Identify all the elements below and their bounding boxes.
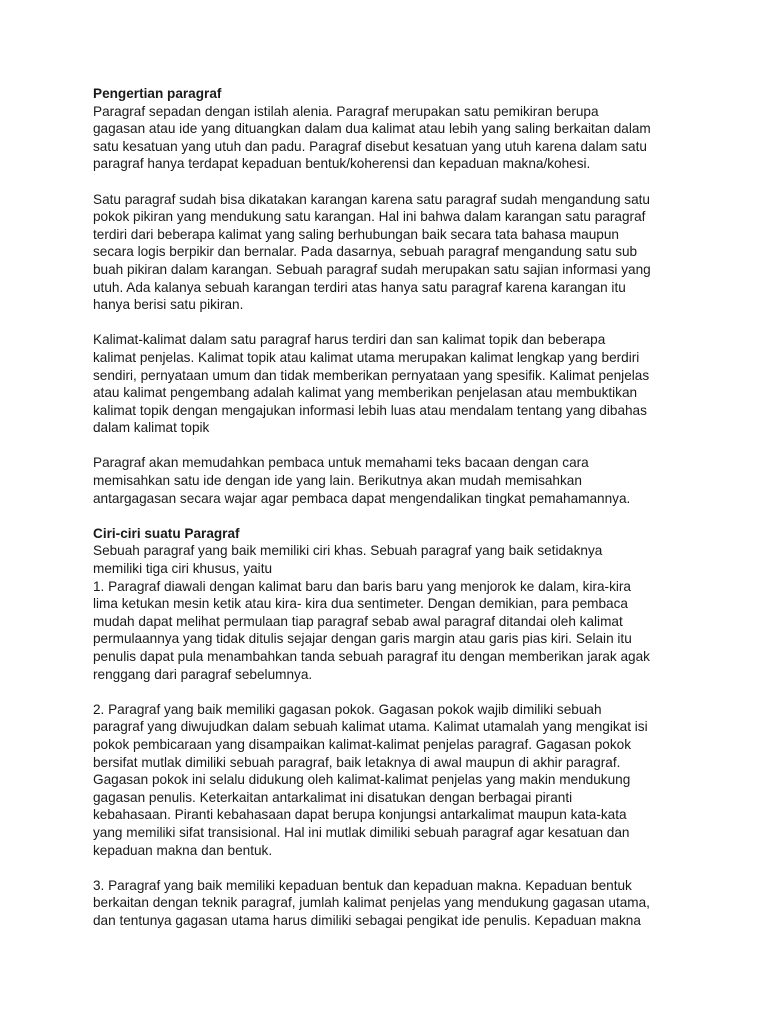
text-line: atau kalimat pengembang adalah kalimat yang memberikan penjelasan atau membuktikan (93, 385, 638, 401)
text-line: terdiri dari beberapa kalimat yang saling berhubungan baik secara tata bahasa maupun (93, 226, 619, 242)
text-line: renggang dari paragraf sebelumnya. (93, 666, 313, 682)
paragraph (93, 701, 688, 859)
text-line: permulaannya yang tidak ditulis sejajar dengan garis margin atau garis pias kiri. Selain itu (93, 631, 632, 647)
text-line: pokok pikiran yang mendukung satu karangan. Hal ini bahwa dalam karangan satu paragraf (93, 209, 646, 225)
text-line: 3. Paragraf yang baik memiliki kepaduan bentuk dan kepaduan makna. Kepaduan bentuk (93, 877, 632, 893)
text-line: Gagasan pokok ini selalu didukung oleh kalimat-kalimat penjelas yang makin mendukung (93, 772, 631, 788)
paragraph (93, 454, 688, 507)
text-line: kebahasaan. Piranti kebahasaan dapat berupa konjungsi antarkalimat maupun kata-kata (93, 807, 627, 823)
text-line: yang memiliki sifat transisional. Hal ini mutlak dimiliki sebuah paragraf agar kesatuan dan (93, 824, 630, 840)
text-line: buah pikiran dalam karangan. Sebuah paragraf sudah merupakan satu sajian informasi yang (93, 261, 651, 277)
text-line: 1. Paragraf diawali dengan kalimat baru dan baris baru yang menjorok ke dalam, kira-kira (93, 578, 631, 594)
text-line: kalimat topik dengan mengajukan informasi lebih luas atau mendalam tentang yang dibahas (93, 402, 647, 418)
paragraph (93, 191, 688, 314)
text-line: lima ketukan mesin ketik atau kira- kira dua sentimeter. Dengan demikian, para pembaca (93, 596, 628, 612)
text-line: Paragraf akan memudahkan pembaca untuk memahami teks bacaan dengan cara (93, 455, 589, 471)
document-page (93, 85, 688, 930)
text-line: utuh. Ada kalanya sebuah karangan terdiri atas hanya satu paragraf karena karangan itu (93, 279, 626, 295)
text-line: berkaitan dengan teknik paragraf, jumlah kalimat penjelas yang mendukung gagasan utama, (93, 895, 650, 911)
text-line: sendiri, pernyataan umum dan tidak memberikan pernyataan yang spesifik. Kalimat penjelas (93, 367, 650, 383)
text-line: gagasan penulis. Keterkaitan antarkalimat ini disatukan dengan berbagai piranti (93, 789, 573, 805)
paragraph (93, 103, 688, 173)
text-line: hanya berisi satu pikiran. (93, 297, 244, 313)
text-line: dalam kalimat topik (93, 420, 210, 436)
text-line: Satu paragraf sudah bisa dikatakan karangan karena satu paragraf sudah mengandung satu (93, 191, 650, 207)
text-line: kalimat penjelas. Kalimat topik atau kalimat utama merupakan kalimat lengkap yang berdiri (93, 349, 640, 365)
text-line: bersifat mutlak dimiliki sebuah paragraf, baik letaknya di awal maupun di akhir paragraf. (93, 754, 621, 770)
text-line: paragraf hanya terdapat kepaduan bentuk/koherensi dan kepaduan makna/kohesi. (93, 156, 591, 172)
paragraph (93, 877, 688, 930)
text-line: mudah dapat melihat permulaan tiap paragraf sebab awal paragraf ditandai oleh kalimat (93, 613, 623, 629)
text-line: gagasan atau ide yang dituangkan dalam dua kalimat atau lebih yang saling berkaitan dalam (93, 121, 651, 137)
text-line: memiliki tiga ciri khusus, yaitu (93, 561, 273, 577)
paragraph (93, 331, 688, 437)
text-line: pokok pembicaraan yang disampaikan kalimat-kalimat penjelas paragraf. Gagasan pokok (93, 736, 632, 752)
text-line: dan tentunya gagasan utama harus dimiliki sebagai pengikat ide penulis. Kepaduan makna (93, 912, 641, 928)
text-line: Kalimat-kalimat dalam satu paragraf harus terdiri dan san kalimat topik dan beberapa (93, 332, 606, 348)
text-line: secara logis berpikir dan bernalar. Pada dasarnya, sebuah paragraf mengandung satu sub (93, 244, 638, 260)
text-line: kepaduan makna dan bentuk. (93, 842, 273, 858)
text-line: penulis dapat pula menambahkan tanda sebuah paragraf itu dengan memberikan jarak agak (93, 649, 650, 664)
section-heading: Pengertian paragraf (93, 86, 222, 101)
text-line: paragraf yang diwujudkan dalam sebuah kalimat utama. Kalimat utamalah yang mengikat isi (93, 719, 648, 735)
text-line: satu kesatuan yang utuh dan padu. Paragraf disebut kesatuan yang utuh karena dalam satu (93, 138, 647, 154)
text-line: 2. Paragraf yang baik memiliki gagasan pokok. Gagasan pokok wajib dimiliki sebuah (93, 701, 602, 717)
text-line: Sebuah paragraf yang baik memiliki ciri khas. Sebuah paragraf yang baik setidaknya (93, 543, 603, 559)
text-line: memisahkan satu ide dengan ide yang lain. Berikutnya akan mudah memisahkan (93, 473, 582, 489)
paragraph (93, 542, 688, 683)
text-line: antargagasan secara wajar agar pembaca dapat mengendalikan tingkat pemahamannya. (93, 490, 631, 506)
text-line: Paragraf sepadan dengan istilah alenia. Paragraf merupakan satu pemikiran berupa (93, 103, 599, 119)
section-heading: Ciri-ciri suatu Paragraf (93, 525, 240, 541)
